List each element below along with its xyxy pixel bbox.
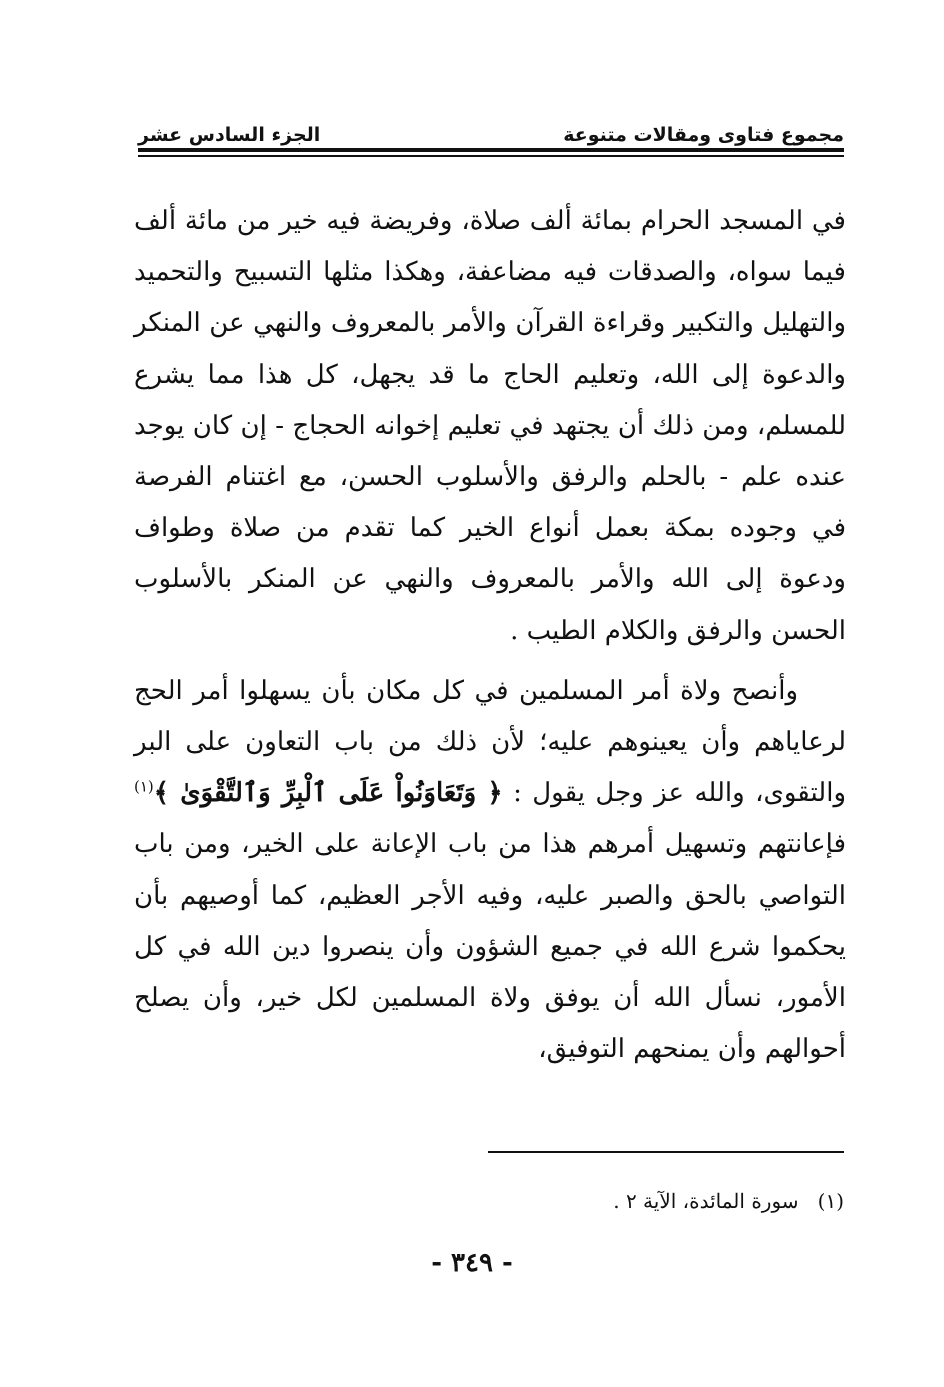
paragraph-2-end: فإعانتهم وتسهيل أمرهم هذا من باب الإعانة على الخير، ومن باب التواصي بالحق والصبر عليه، وفيه الأجر العظيم، كما أوصيهم بأن يحكموا شرع الله في جميع الشؤون وأن ينصروا دين الله في كل الأمور، نسأل الله أن يوفق ولاة المسلمين لكل خير، وأن يصلح أحوالهم وأن يمنحهم التوفيق، — [134, 829, 846, 1065]
footnote-text: سورة المائدة، الآية ٢ . — [613, 1189, 799, 1213]
page-number: - ٣٤٩ - — [431, 1248, 513, 1278]
header-volume-title: الجزء السادس عشر — [138, 124, 321, 146]
paragraph-1: في المسجد الحرام بمائة ألف صلاة، وفريضة فيه خير من مائة ألف فيما سواه، والصدقات فيه مضاعفة، وهكذا مثلها التسبيح والتحميد والتهليل والتكبير وقراءة القرآن والأمر بالمعروف والنهي عن المنكر والدعوة إلى الله، وتعليم الحاج ما قد يجهل، كل هذا مما يشرع للمسلم، ومن ذلك أن يجتهد في تعليم إخوانه الحجاج - إن كان يوجد عنده علم - بالحلم والرفق والأسلوب الحسن، مع اغتنام الفرصة في وجوده بمكة بعمل أنواع الخير كما تقدم من صلاة وطواف ودعوة إلى الله والأمر بالمعروف والنهي عن المنكر بالأسلوب الحسن والرفق والكلام الطيب . — [134, 206, 846, 646]
header-rule-thin — [138, 155, 844, 157]
quran-verse: ﴿ وَتَعَاوَنُواْ عَلَى ٱلْبِرِّ وَٱلتَّقْوَىٰ ﴾ — [153, 778, 503, 809]
running-header — [138, 110, 844, 150]
footnote — [400, 1186, 844, 1216]
header-book-title: مجموع فتاوى ومقالات متنوعة — [563, 124, 844, 146]
header-rule-thick — [138, 148, 844, 152]
main-text — [134, 196, 846, 1075]
paragraph-2-start: وأنصح ولاة أمر المسلمين في كل مكان بأن يسهلوا أمر الحج لرعاياهم وأن يعينوهم عليه؛ لأن ذلك من باب التعاون على البر والتقوى، والله عز وجل يقول : — [134, 675, 846, 809]
paragraph-2 — [134, 666, 846, 1076]
footnote-reference[interactable]: (١) — [134, 777, 154, 796]
footnote-separator — [488, 1151, 844, 1153]
footnote-marker: (١) — [817, 1189, 844, 1213]
